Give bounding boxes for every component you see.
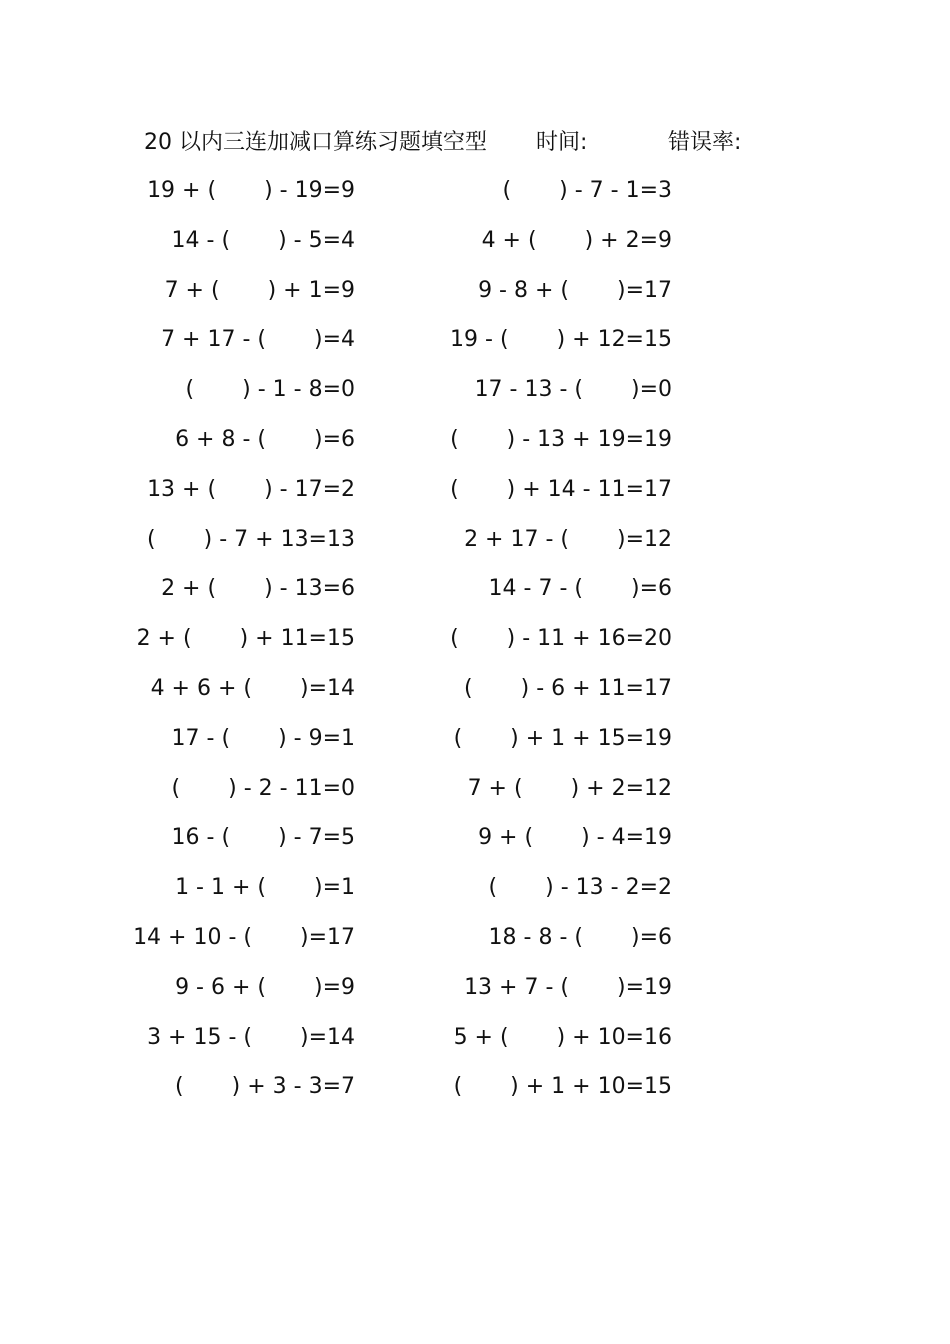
equation-before-blank: 3 + 15 - ( bbox=[147, 1024, 252, 1050]
equation-after-blank: ) + 11=15 bbox=[239, 626, 355, 652]
right-equation bbox=[482, 223, 672, 259]
equation-after-blank: )=6 bbox=[630, 576, 672, 602]
equation-after-blank: ) - 7 - 1=3 bbox=[559, 178, 672, 203]
equation-row bbox=[0, 571, 950, 621]
equation-after-blank: ) + 1 + 10=15 bbox=[510, 1074, 672, 1100]
equation-after-blank: ) - 2 - 11=0 bbox=[228, 775, 355, 801]
left-equation bbox=[175, 1069, 355, 1105]
equation-after-blank: )=1 bbox=[313, 875, 355, 901]
equation-before-blank: ( bbox=[450, 626, 459, 652]
right-equation bbox=[450, 422, 672, 458]
equation-after-blank: ) + 1 + 15=19 bbox=[510, 725, 672, 751]
equation-before-blank: 7 + ( bbox=[467, 775, 523, 801]
equation-before-blank: 19 - ( bbox=[450, 327, 509, 353]
equation-after-blank: ) - 7 + 13=13 bbox=[203, 526, 355, 552]
equation-before-blank: 7 + ( bbox=[164, 277, 220, 303]
right-equation bbox=[489, 920, 672, 956]
equation-row bbox=[0, 621, 950, 671]
equation-before-blank: 17 - ( bbox=[171, 725, 231, 751]
equation-before-blank: 9 - 6 + ( bbox=[175, 974, 266, 1000]
equation-after-blank: ) - 9=1 bbox=[278, 725, 355, 751]
equation-after-blank: )=6 bbox=[313, 426, 355, 452]
equation-row bbox=[0, 870, 950, 920]
equation-row bbox=[0, 173, 950, 223]
equation-before-blank: ( bbox=[185, 377, 195, 403]
right-equation bbox=[454, 1069, 672, 1105]
right-equation bbox=[489, 571, 672, 607]
right-equation bbox=[454, 721, 672, 757]
equation-after-blank: ) - 6 + 11=17 bbox=[520, 675, 672, 701]
equation-after-blank: ) - 13 + 19=19 bbox=[506, 426, 672, 452]
equation-after-blank: ) + 2=12 bbox=[570, 775, 672, 801]
equation-row bbox=[0, 820, 950, 870]
error-rate-label: 错误率: bbox=[668, 130, 742, 155]
left-equation bbox=[175, 422, 355, 458]
equation-after-blank: ) - 4=19 bbox=[581, 825, 672, 851]
equation-after-blank: ) - 1 - 8=0 bbox=[242, 377, 355, 403]
left-equation bbox=[147, 522, 355, 558]
equation-row bbox=[0, 273, 950, 323]
right-equation bbox=[464, 671, 672, 707]
equation-before-blank: 19 + ( bbox=[147, 178, 217, 203]
equation-before-blank: 4 + ( bbox=[481, 227, 537, 253]
equation-after-blank: )=12 bbox=[616, 526, 672, 552]
equation-before-blank: 4 + 6 + ( bbox=[150, 675, 252, 701]
equation-after-blank: )=17 bbox=[299, 924, 355, 950]
equation-before-blank: 9 + ( bbox=[478, 825, 534, 851]
equation-before-blank: ( bbox=[488, 875, 498, 901]
equation-after-blank: )=14 bbox=[299, 675, 355, 701]
equation-after-blank: )=19 bbox=[616, 974, 672, 1000]
equation-after-blank: ) - 13 - 2=2 bbox=[545, 875, 672, 901]
equation-before-blank: 7 + 17 - ( bbox=[161, 327, 266, 353]
equation-row bbox=[0, 920, 950, 970]
equation-before-blank: 18 - 8 - ( bbox=[488, 924, 583, 950]
left-equation bbox=[175, 970, 355, 1006]
right-equation bbox=[464, 522, 672, 558]
equation-after-blank: )=0 bbox=[630, 377, 672, 403]
equation-after-blank: ) - 19=9 bbox=[264, 178, 355, 203]
right-equation bbox=[454, 1020, 672, 1056]
left-equation bbox=[147, 173, 355, 209]
left-equation bbox=[186, 372, 355, 408]
left-equation bbox=[151, 671, 355, 707]
left-equation bbox=[147, 472, 355, 508]
equation-row bbox=[0, 322, 950, 372]
equation-before-blank: 17 - 13 - ( bbox=[474, 377, 583, 403]
equation-before-blank: 5 + ( bbox=[453, 1024, 509, 1050]
equation-before-blank: ( bbox=[147, 526, 156, 552]
left-equation bbox=[133, 920, 355, 956]
equation-row bbox=[0, 970, 950, 1020]
left-equation bbox=[161, 322, 355, 358]
equation-before-blank: ( bbox=[171, 775, 181, 801]
left-equation bbox=[172, 721, 355, 757]
equation-after-blank: ) + 10=16 bbox=[556, 1024, 672, 1050]
right-equation bbox=[450, 621, 672, 657]
equation-before-blank: 2 + 17 - ( bbox=[464, 526, 569, 552]
right-equation bbox=[489, 870, 672, 906]
right-equation bbox=[478, 820, 672, 856]
equation-before-blank: ( bbox=[453, 725, 463, 751]
equation-before-blank: 6 + 8 - ( bbox=[175, 426, 266, 452]
left-equation bbox=[165, 273, 355, 309]
equation-row bbox=[0, 223, 950, 273]
right-equation bbox=[475, 372, 672, 408]
equation-before-blank: 13 + ( bbox=[147, 476, 217, 502]
equation-before-blank: 14 - 7 - ( bbox=[488, 576, 583, 602]
equation-before-blank: 1 - 1 + ( bbox=[175, 875, 266, 901]
equation-after-blank: ) - 11 + 16=20 bbox=[506, 626, 672, 652]
equation-row bbox=[0, 1020, 950, 1070]
equation-row bbox=[0, 771, 950, 821]
equation-row bbox=[0, 1069, 950, 1119]
equation-after-blank: ) + 1=9 bbox=[267, 277, 355, 303]
right-equation bbox=[468, 771, 672, 807]
left-equation bbox=[175, 870, 355, 906]
equation-after-blank: )=17 bbox=[616, 277, 672, 303]
right-equation bbox=[450, 472, 672, 508]
worksheet-title: 20 以内三连加减口算练习题填空型 bbox=[144, 130, 487, 155]
equation-before-blank: 9 - 8 + ( bbox=[478, 277, 569, 303]
equation-before-blank: ( bbox=[450, 476, 459, 502]
equation-after-blank: ) - 17=2 bbox=[264, 476, 355, 502]
left-equation bbox=[172, 820, 355, 856]
left-equation bbox=[161, 571, 355, 607]
equation-after-blank: ) - 13=6 bbox=[264, 576, 355, 602]
equation-before-blank: 14 + 10 - ( bbox=[133, 924, 252, 950]
equation-after-blank: ) - 5=4 bbox=[278, 227, 355, 253]
equation-before-blank: ( bbox=[453, 1074, 463, 1100]
equation-row bbox=[0, 522, 950, 572]
equation-before-blank: 16 - ( bbox=[171, 825, 231, 851]
equation-after-blank: ) + 2=9 bbox=[584, 227, 672, 253]
equation-after-blank: )=4 bbox=[313, 327, 355, 353]
equation-row bbox=[0, 372, 950, 422]
equation-before-blank: ( bbox=[175, 1074, 184, 1100]
equation-row bbox=[0, 422, 950, 472]
time-label: 时间: bbox=[536, 130, 588, 155]
equation-after-blank: ) + 14 - 11=17 bbox=[506, 476, 672, 502]
equation-before-blank: 13 + 7 - ( bbox=[464, 974, 569, 1000]
equation-before-blank: 2 + ( bbox=[161, 576, 217, 602]
equation-row bbox=[0, 472, 950, 522]
right-equation bbox=[450, 322, 672, 358]
equation-before-blank: ( bbox=[464, 675, 473, 701]
equation-before-blank: 14 - ( bbox=[171, 227, 231, 253]
worksheet-header bbox=[144, 126, 784, 160]
equation-before-blank: 2 + ( bbox=[136, 626, 192, 652]
equation-grid bbox=[0, 173, 950, 1119]
equation-after-blank: )=6 bbox=[630, 924, 672, 950]
right-equation bbox=[464, 970, 672, 1006]
equation-after-blank: ) + 12=15 bbox=[556, 327, 672, 353]
right-equation bbox=[478, 273, 672, 309]
equation-after-blank: ) - 7=5 bbox=[278, 825, 355, 851]
equation-after-blank: ) + 3 - 3=7 bbox=[231, 1074, 355, 1100]
left-equation bbox=[172, 771, 355, 807]
left-equation bbox=[147, 1020, 355, 1056]
right-equation bbox=[503, 173, 672, 209]
equation-after-blank: )=14 bbox=[299, 1024, 355, 1050]
equation-row bbox=[0, 671, 950, 721]
equation-row bbox=[0, 721, 950, 771]
left-equation bbox=[137, 621, 355, 657]
equation-before-blank: ( bbox=[450, 426, 459, 452]
left-equation bbox=[172, 223, 355, 259]
equation-after-blank: )=9 bbox=[313, 974, 355, 1000]
equation-before-blank: ( bbox=[502, 178, 512, 203]
